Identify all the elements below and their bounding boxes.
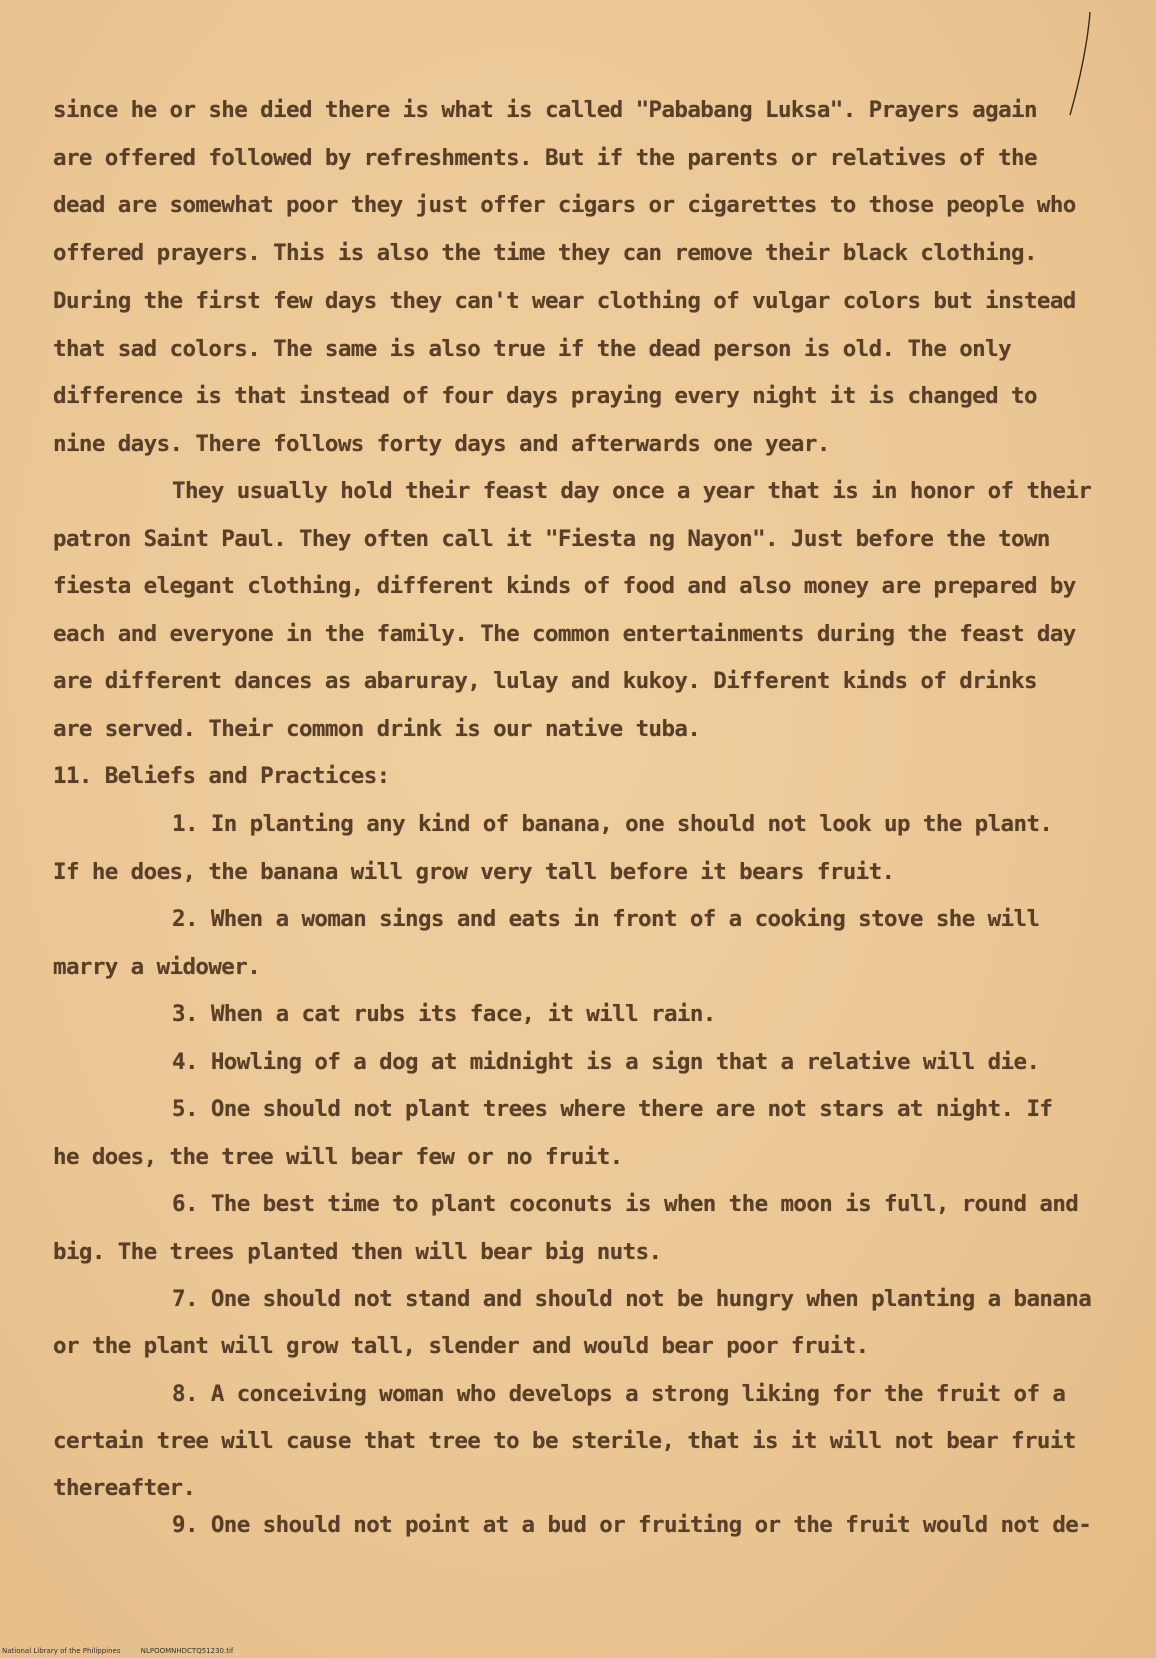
text-line: 7. One should not stand and should not be hungry when planting a banana xyxy=(172,1286,1092,1312)
text-line: each and everyone in the family. The common entertainments during the feast day xyxy=(53,621,1076,647)
text-line: 1. In planting any kind of banana, one should not look up the plant. xyxy=(172,811,1053,837)
text-line: offered prayers. This is also the time they can remove their black clothing. xyxy=(53,240,1037,266)
text-line: he does, the tree will bear few or no fruit. xyxy=(53,1144,623,1170)
text-line: 9. One should not point at a bud or fruiting or the fruit would not de- xyxy=(172,1512,1092,1538)
pencil-mark xyxy=(1060,10,1100,120)
text-line: 6. The best time to plant coconuts is when the moon is full, round and xyxy=(172,1191,1079,1217)
text-line: 5. One should not plant trees where there are not stars at night. If xyxy=(172,1096,1053,1122)
text-line: 2. When a woman sings and eats in front of a cooking stove she will xyxy=(172,906,1040,932)
text-line: difference is that instead of four days praying every night it is changed to xyxy=(53,383,1037,409)
text-line: or the plant will grow tall, slender and would bear poor fruit. xyxy=(53,1333,869,1359)
text-line: certain tree will cause that tree to be sterile, that is it will not bear fruit xyxy=(53,1428,1076,1454)
text-line: During the first few days they can't wear clothing of vulgar colors but instead xyxy=(53,288,1076,314)
text-line: are offered followed by refreshments. But if the parents or relatives of the xyxy=(53,145,1037,171)
scan-footer xyxy=(2,1647,251,1656)
text-line: dead are somewhat poor they just offer cigars or cigarettes to those people who xyxy=(53,192,1076,218)
text-line: patron Saint Paul. They often call it "Fiesta ng Nayon". Just before the town xyxy=(53,526,1050,552)
text-line: big. The trees planted then will bear big nuts. xyxy=(53,1239,662,1265)
section-heading: 11. Beliefs and Practices: xyxy=(53,763,390,789)
text-line: marry a widower. xyxy=(53,954,261,980)
footer-library: National Library of the Philippines xyxy=(2,1647,121,1655)
text-line: since he or she died there is what is called "Pababang Luksa". Prayers again xyxy=(53,97,1037,123)
text-line: thereafter. xyxy=(53,1475,196,1501)
text-line: They usually hold their feast day once a year that is in honor of their xyxy=(172,478,1092,504)
footer-file: NLPOOMNHDCTQ51230.tif xyxy=(140,1647,234,1655)
text-line: are served. Their common drink is our native tuba. xyxy=(53,716,701,742)
text-line: 3. When a cat rubs its face, it will rain. xyxy=(172,1001,716,1027)
text-line: nine days. There follows forty days and afterwards one year. xyxy=(53,431,830,457)
text-line: that sad colors. The same is also true if the dead person is old. The only xyxy=(53,336,1012,362)
text-line: fiesta elegant clothing, different kinds of food and also money are prepared by xyxy=(53,573,1076,599)
text-line: 8. A conceiving woman who develops a strong liking for the fruit of a xyxy=(172,1381,1066,1407)
text-line: are different dances as abaruray, lulay and kukoy. Different kinds of drinks xyxy=(53,668,1037,694)
text-line: If he does, the banana will grow very tall before it bears fruit. xyxy=(53,859,895,885)
text-line: 4. Howling of a dog at midnight is a sign that a relative will die. xyxy=(172,1049,1040,1075)
